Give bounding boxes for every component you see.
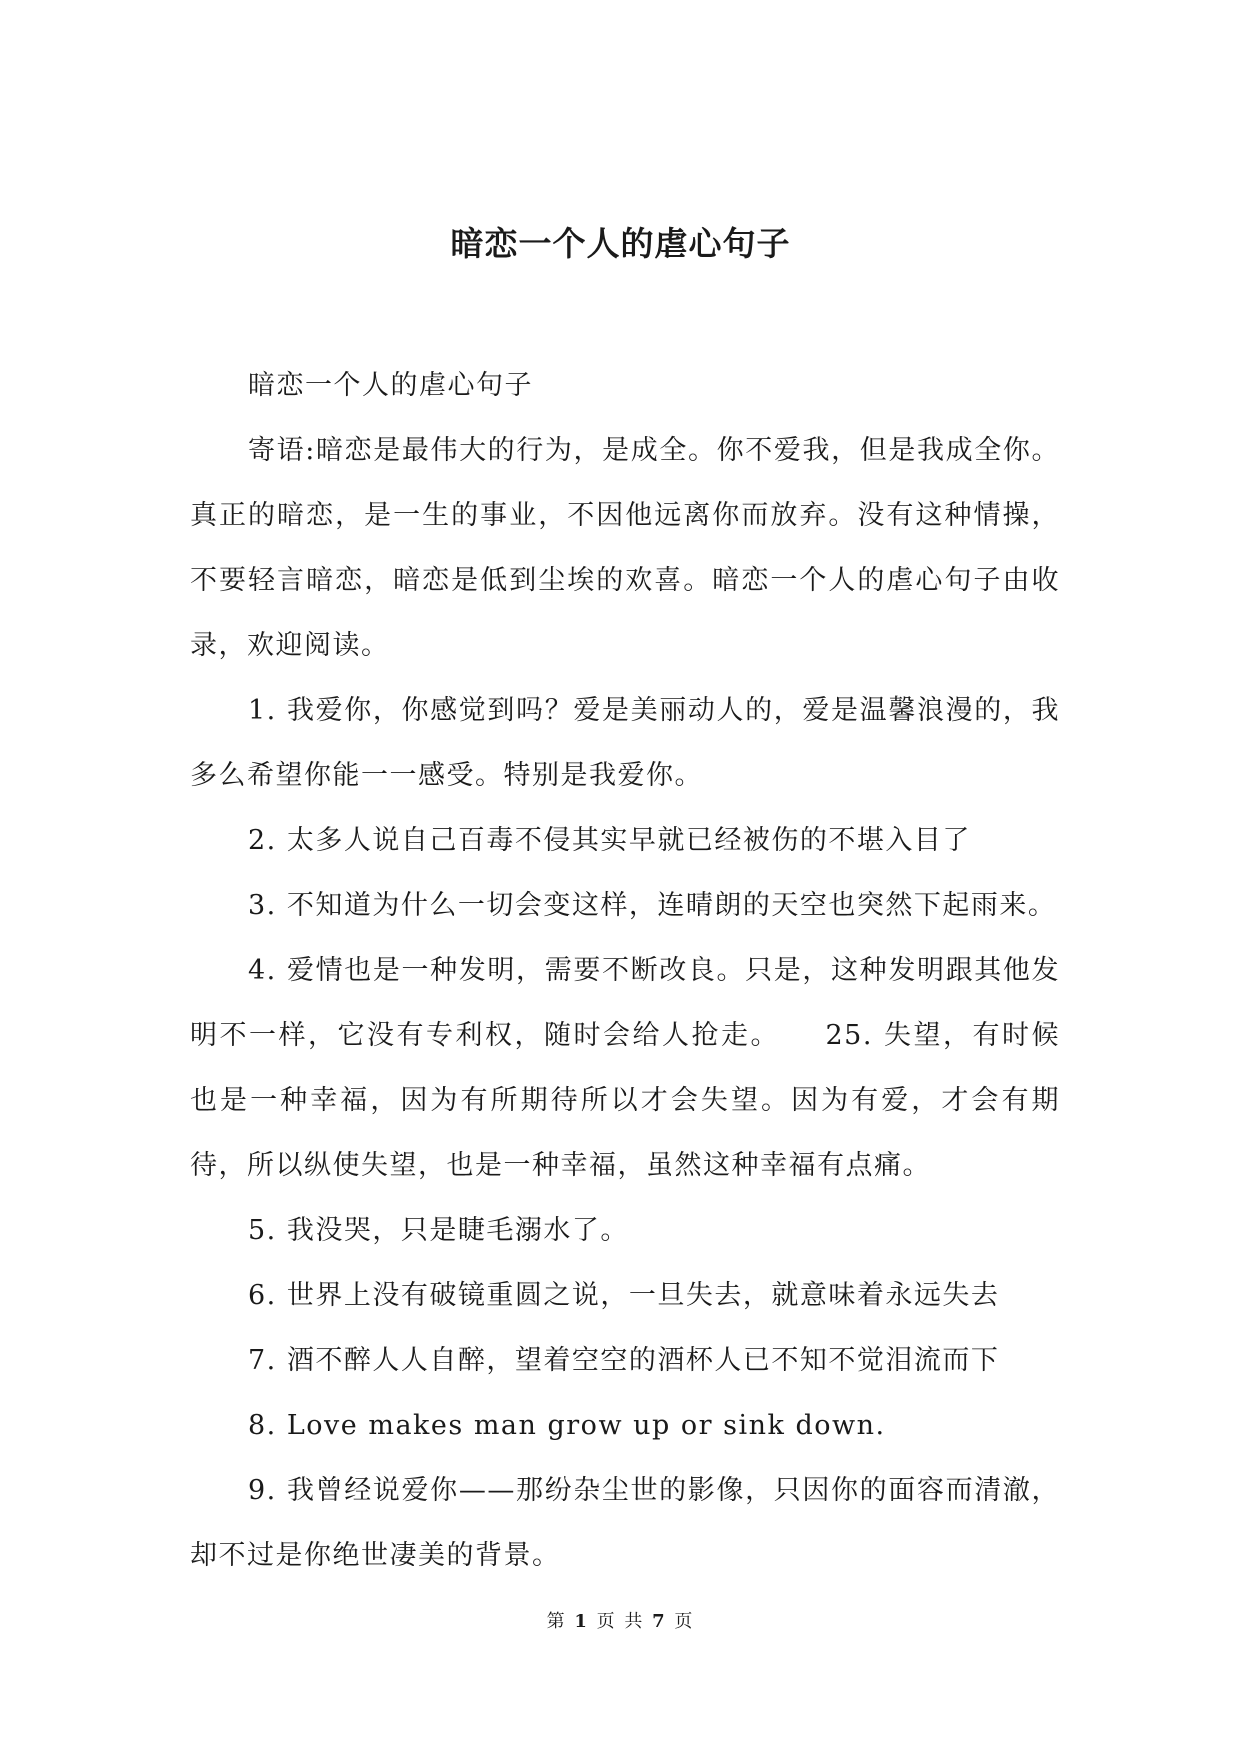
paragraph-heading: 暗恋一个人的虐心句子 (248, 370, 533, 401)
document-title: 暗恋一个人的虐心句子 (450, 224, 791, 263)
total-page-number: 7 (652, 1611, 667, 1632)
document-body (190, 353, 1060, 1588)
paragraph-item-4: 4. 爱情也是一种发明，需要不断改良。只是，这种发明跟其他发明不一样，它没有专利权，随时会给人抢走。 25. 失望，有时候也是一种幸福，因为有所期待所以才会失望。因为有爱，才会有期待，所以纵使失望，也是一种幸福，虽然这种幸福有点痛。 (190, 955, 1060, 1181)
footer-prefix: 第 (546, 1611, 567, 1632)
current-page-number: 1 (574, 1611, 589, 1632)
page-footer (0, 1610, 1241, 1634)
paragraph-item-6: 6. 世界上没有破镜重圆之说，一旦失去，就意味着永远失去 (248, 1280, 1000, 1311)
paragraph-item-7: 7. 酒不醉人人自醉，望着空空的酒杯人已不知不觉泪流而下 (248, 1345, 1000, 1376)
paragraph-item-2: 2. 太多人说自己百毒不侵其实早就已经被伤的不堪入目了 (248, 825, 971, 856)
paragraph-item-5: 5. 我没哭，只是睫毛溺水了。 (248, 1215, 629, 1246)
paragraph-item-3: 3. 不知道为什么一切会变这样，连晴朗的天空也突然下起雨来。 (248, 890, 1057, 921)
footer-suffix: 页 (674, 1611, 695, 1632)
paragraph-item-8: 8. Love makes man grow up or sink down. (248, 1410, 886, 1441)
paragraph-preface: 寄语:暗恋是最伟大的行为，是成全。你不爱我，但是我成全你。真正的暗恋，是一生的事业，不因他远离你而放弃。没有这种情操，不要轻言暗恋，暗恋是低到尘埃的欢喜。暗恋一个人的虐心句子由收录，欢迎阅读。 (190, 435, 1060, 661)
paragraph-item-1: 1. 我爱你，你感觉到吗？爱是美丽动人的，爱是温馨浪漫的，我多么希望你能一一感受。特别是我爱你。 (190, 695, 1060, 791)
paragraph-item-9: 9. 我曾经说爱你——那纷杂尘世的影像，只因你的面容而清澈，却不过是你绝世凄美的背景。 (190, 1475, 1060, 1571)
footer-middle: 页 共 (596, 1611, 645, 1632)
